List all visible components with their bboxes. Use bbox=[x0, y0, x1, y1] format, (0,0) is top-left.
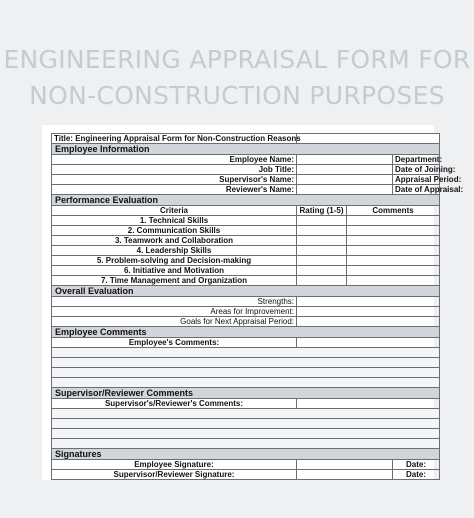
blank-row bbox=[52, 419, 440, 429]
appraisal-form-table bbox=[51, 133, 464, 480]
criteria-row bbox=[52, 216, 440, 226]
employee-comments-label: Employee's Comments: bbox=[52, 338, 297, 348]
section-heading: Supervisor/Reviewer Comments bbox=[52, 388, 440, 399]
criteria-label: 6. Initiative and Motivation bbox=[52, 266, 297, 276]
section-employee-information bbox=[52, 144, 440, 155]
employee-signature-row bbox=[52, 460, 440, 470]
page-title-line-2: NON-CONSTRUCTION PURPOSES bbox=[29, 81, 445, 110]
form-title-row bbox=[52, 134, 440, 144]
reviewer-name-label: Reviewer's Name: bbox=[52, 185, 297, 195]
employee-comments-line[interactable] bbox=[52, 368, 440, 378]
page-title bbox=[0, 42, 474, 114]
reviewer-comments-line[interactable] bbox=[52, 419, 440, 429]
reviewer-comments-label: Supervisor's/Reviewer's Comments: bbox=[52, 399, 297, 409]
rating-field[interactable] bbox=[297, 226, 347, 236]
reviewer-signature-field[interactable] bbox=[297, 470, 393, 480]
form-title: Title: Engineering Appraisal Form for Non-Construction Reasons bbox=[52, 134, 297, 144]
employee-comments-row bbox=[52, 338, 440, 348]
goals-field[interactable] bbox=[297, 317, 440, 327]
rating-field[interactable] bbox=[297, 266, 347, 276]
employee-signature-field[interactable] bbox=[297, 460, 393, 470]
criteria-row bbox=[52, 266, 440, 276]
comments-field[interactable] bbox=[347, 216, 440, 226]
areas-for-improvement-label: Areas for Improvement: bbox=[52, 307, 297, 317]
reviewer-comments-line[interactable] bbox=[52, 429, 440, 439]
appraisal-period-label: Appraisal Period: bbox=[393, 175, 440, 185]
blank-row bbox=[52, 439, 440, 449]
form-sheet bbox=[42, 125, 464, 480]
date-of-appraisal-label: Date of Appraisal: bbox=[393, 185, 440, 195]
employee-comments-line[interactable] bbox=[52, 358, 440, 368]
section-employee-comments bbox=[52, 327, 440, 338]
employee-signature-label: Employee Signature: bbox=[52, 460, 297, 470]
areas-for-improvement-field[interactable] bbox=[297, 307, 440, 317]
section-heading: Employee Information bbox=[52, 144, 440, 155]
section-heading: Employee Comments bbox=[52, 327, 440, 338]
supervisor-name-label: Supervisor's Name: bbox=[52, 175, 297, 185]
reviewer-name-row bbox=[52, 185, 440, 195]
department-label: Department: bbox=[393, 155, 440, 165]
employee-name-label: Employee Name: bbox=[52, 155, 297, 165]
criteria-row bbox=[52, 226, 440, 236]
criteria-row bbox=[52, 276, 440, 286]
blank-row bbox=[52, 368, 440, 378]
supervisor-name-field[interactable] bbox=[297, 175, 393, 185]
section-signatures bbox=[52, 449, 440, 460]
criteria-label: 3. Teamwork and Collaboration bbox=[52, 236, 297, 246]
blank-row bbox=[52, 378, 440, 388]
criteria-column-header: Criteria bbox=[52, 206, 297, 216]
areas-row bbox=[52, 307, 440, 317]
rating-field[interactable] bbox=[297, 256, 347, 266]
comments-field[interactable] bbox=[347, 246, 440, 256]
criteria-label: 7. Time Management and Organization bbox=[52, 276, 297, 286]
comments-field[interactable] bbox=[347, 266, 440, 276]
supervisor-name-row bbox=[52, 175, 440, 185]
employee-name-field[interactable] bbox=[297, 155, 393, 165]
performance-header-row bbox=[52, 206, 440, 216]
job-title-field[interactable] bbox=[297, 165, 393, 175]
reviewer-signature-row bbox=[52, 470, 440, 480]
employee-comments-line[interactable] bbox=[52, 378, 440, 388]
criteria-row bbox=[52, 236, 440, 246]
section-heading: Overall Evaluation bbox=[52, 286, 440, 297]
employee-comments-field[interactable] bbox=[297, 338, 440, 348]
employee-name-row bbox=[52, 155, 440, 165]
section-heading: Performance Evaluation bbox=[52, 195, 440, 206]
criteria-row bbox=[52, 246, 440, 256]
rating-column-header: Rating (1-5) bbox=[297, 206, 347, 216]
criteria-label: 4. Leadership Skills bbox=[52, 246, 297, 256]
reviewer-signature-label: Supervisor/Reviewer Signature: bbox=[52, 470, 297, 480]
rating-field[interactable] bbox=[297, 236, 347, 246]
blank-row bbox=[52, 429, 440, 439]
rating-field[interactable] bbox=[297, 276, 347, 286]
section-reviewer-comments bbox=[52, 388, 440, 399]
section-heading: Signatures bbox=[52, 449, 440, 460]
blank-row bbox=[52, 358, 440, 368]
rating-field[interactable] bbox=[297, 216, 347, 226]
comments-field[interactable] bbox=[347, 226, 440, 236]
reviewer-comments-field[interactable] bbox=[297, 399, 440, 409]
comments-column-header: Comments bbox=[347, 206, 440, 216]
job-title-label: Job Title: bbox=[52, 165, 297, 175]
comments-field[interactable] bbox=[347, 256, 440, 266]
blank-row bbox=[52, 409, 440, 419]
comments-field[interactable] bbox=[347, 276, 440, 286]
goals-label: Goals for Next Appraisal Period: bbox=[52, 317, 297, 327]
comments-field[interactable] bbox=[347, 236, 440, 246]
section-performance-evaluation bbox=[52, 195, 440, 206]
employee-comments-line[interactable] bbox=[52, 348, 440, 358]
criteria-row bbox=[52, 256, 440, 266]
strengths-field[interactable] bbox=[297, 297, 440, 307]
goals-row bbox=[52, 317, 440, 327]
blank-row bbox=[52, 348, 440, 358]
section-overall-evaluation bbox=[52, 286, 440, 297]
criteria-label: 5. Problem-solving and Decision-making bbox=[52, 256, 297, 266]
reviewer-comments-line[interactable] bbox=[52, 409, 440, 419]
strengths-label: Strengths: bbox=[52, 297, 297, 307]
job-title-row bbox=[52, 165, 440, 175]
date-of-joining-label: Date of Joining: bbox=[393, 165, 440, 175]
rating-field[interactable] bbox=[297, 246, 347, 256]
employee-signature-date-label: Date: bbox=[393, 460, 440, 470]
strengths-row bbox=[52, 297, 440, 307]
criteria-label: 1. Technical Skills bbox=[52, 216, 297, 226]
reviewer-name-field[interactable] bbox=[297, 185, 393, 195]
criteria-label: 2. Communication Skills bbox=[52, 226, 297, 236]
reviewer-comments-line[interactable] bbox=[52, 439, 440, 449]
reviewer-signature-date-label: Date: bbox=[393, 470, 440, 480]
reviewer-comments-row bbox=[52, 399, 440, 409]
form-title-value[interactable] bbox=[297, 134, 440, 144]
page-title-line-1: ENGINEERING APPRAISAL FORM FOR bbox=[3, 45, 471, 74]
